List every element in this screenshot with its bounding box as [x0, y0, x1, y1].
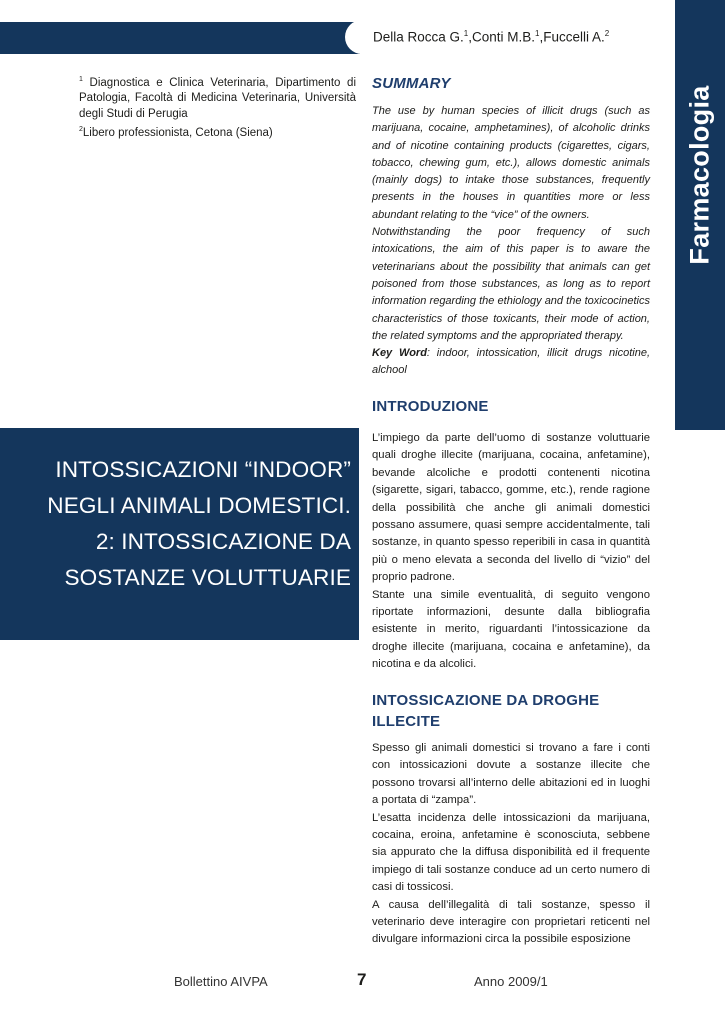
summary-heading: SUMMARY [372, 75, 451, 92]
section-tab-label: Farmacologia [684, 85, 715, 265]
author-1: Della Rocca G.$^1$, [373, 29, 473, 45]
affiliation-2: $^2$Libero professionista, Cetona (Siena) [79, 126, 273, 140]
body-paragraph: A causa dell’illegalità di tali sostanze, spesso il veterinario deve interagire con proprietari reticenti nel divulgare informazioni circa la possibile esposizione [372, 898, 650, 946]
authors-line [345, 20, 650, 54]
title-line: 2: INTOSSICAZIONE DA [95, 529, 351, 554]
summary-paragraph: The use by human species of illicit drugs (such as marijuana, cocaine, amphetamines), of alcoholic drinks and of nicotine containing products (cigarettes, cigars, tobacco, chewing gum, etc.), allows domestic animals (mainly dogs) to intake those substances, frequently presents in the houses in quantities more or less abundant relating to the “vice” of the owners. [372, 105, 650, 221]
introduzione-body [372, 430, 650, 674]
author-2: Conti M.B.$^1$, [472, 29, 544, 45]
author-3: Fuccelli A.$^2$ [543, 29, 610, 45]
footer-issue: Anno 2009/1 [474, 974, 548, 989]
body-paragraph: Spesso gli animali domestici si trovano a fare i conti con intossicazioni dovute a sostanze illecite che possono trovarsi all’interno delle abitazioni ed in luoghi a portata di “zampa”. [372, 742, 650, 807]
title-line: NEGLI ANIMALI DOMESTICI. [47, 493, 351, 518]
affiliations [79, 72, 356, 142]
droghe-body [372, 740, 650, 949]
title-line: INTOSSICAZIONI “INDOOR” [55, 457, 351, 482]
header-band [0, 22, 360, 54]
body-paragraph: L’impiego da parte dell’uomo di sostanze voluttuarie quali droghe illecite (marijuana, cocaina, anfetamine), bevande alcoliche e prodotti contenenti nicotina (sigarette, sigari, tabacco, gomme, etc.), rende ragione della possibilità che anche gli animali domestici possano assumere, quasi sempre accidentalmente, tali sostanze, in quanto spesso reperibili in casa in quantità più o meno elevata a seconda del livello di “vizio” del proprio padrone. [372, 432, 650, 584]
summary-body [372, 103, 650, 380]
keywords: Key Word: indoor, intossication, illicit drugs nicotine, alchool [372, 347, 651, 377]
footer-journal: Bollettino AIVPA [174, 974, 268, 989]
introduzione-heading: INTRODUZIONE [372, 398, 489, 415]
affiliation-1: $^1$ Diagnostica e Clinica Veterinaria, Dipartimento di Patologia, Facoltà di Medicina Veterinaria, Università degli Studi di Perugia [79, 76, 356, 120]
page-number: 7 [357, 970, 367, 989]
article-title [0, 428, 359, 640]
droghe-heading: INTOSSICAZIONE DA DROGHE ILLECITE [372, 692, 600, 730]
body-paragraph: Stante una simile eventualità, di seguito vengono riportate informazioni, desunte dalla bibliografia esistente in merito, riguardanti l’intossicazione da droghe illecite (marijuana, cocaina e anfetamine), da nicotina e da alcolici. [372, 588, 650, 671]
summary-paragraph: Notwithstanding the poor frequency of such intoxications, the aim of this paper is to aware the veterinarians about the possibility that animals can get poisoned from those substances, as long as to report information regarding the ethiology and the toxicocinetics characteristics of those toxicants, their mode of action, the related symptoms and the appropriated therapy. [372, 226, 650, 342]
body-paragraph: L’esatta incidenza delle intossicazioni da marijuana, cocaina, eroina, anfetamine è sconosciuta, sebbene sia appurato che la diffusa disponibilità ed il frequente impiego di tali sostanze conduce ad un certo numero di casi di tossicosi. [372, 811, 650, 894]
section-tab [675, 0, 725, 430]
title-line: SOSTANZE VOLUTTUARIE [64, 565, 351, 590]
